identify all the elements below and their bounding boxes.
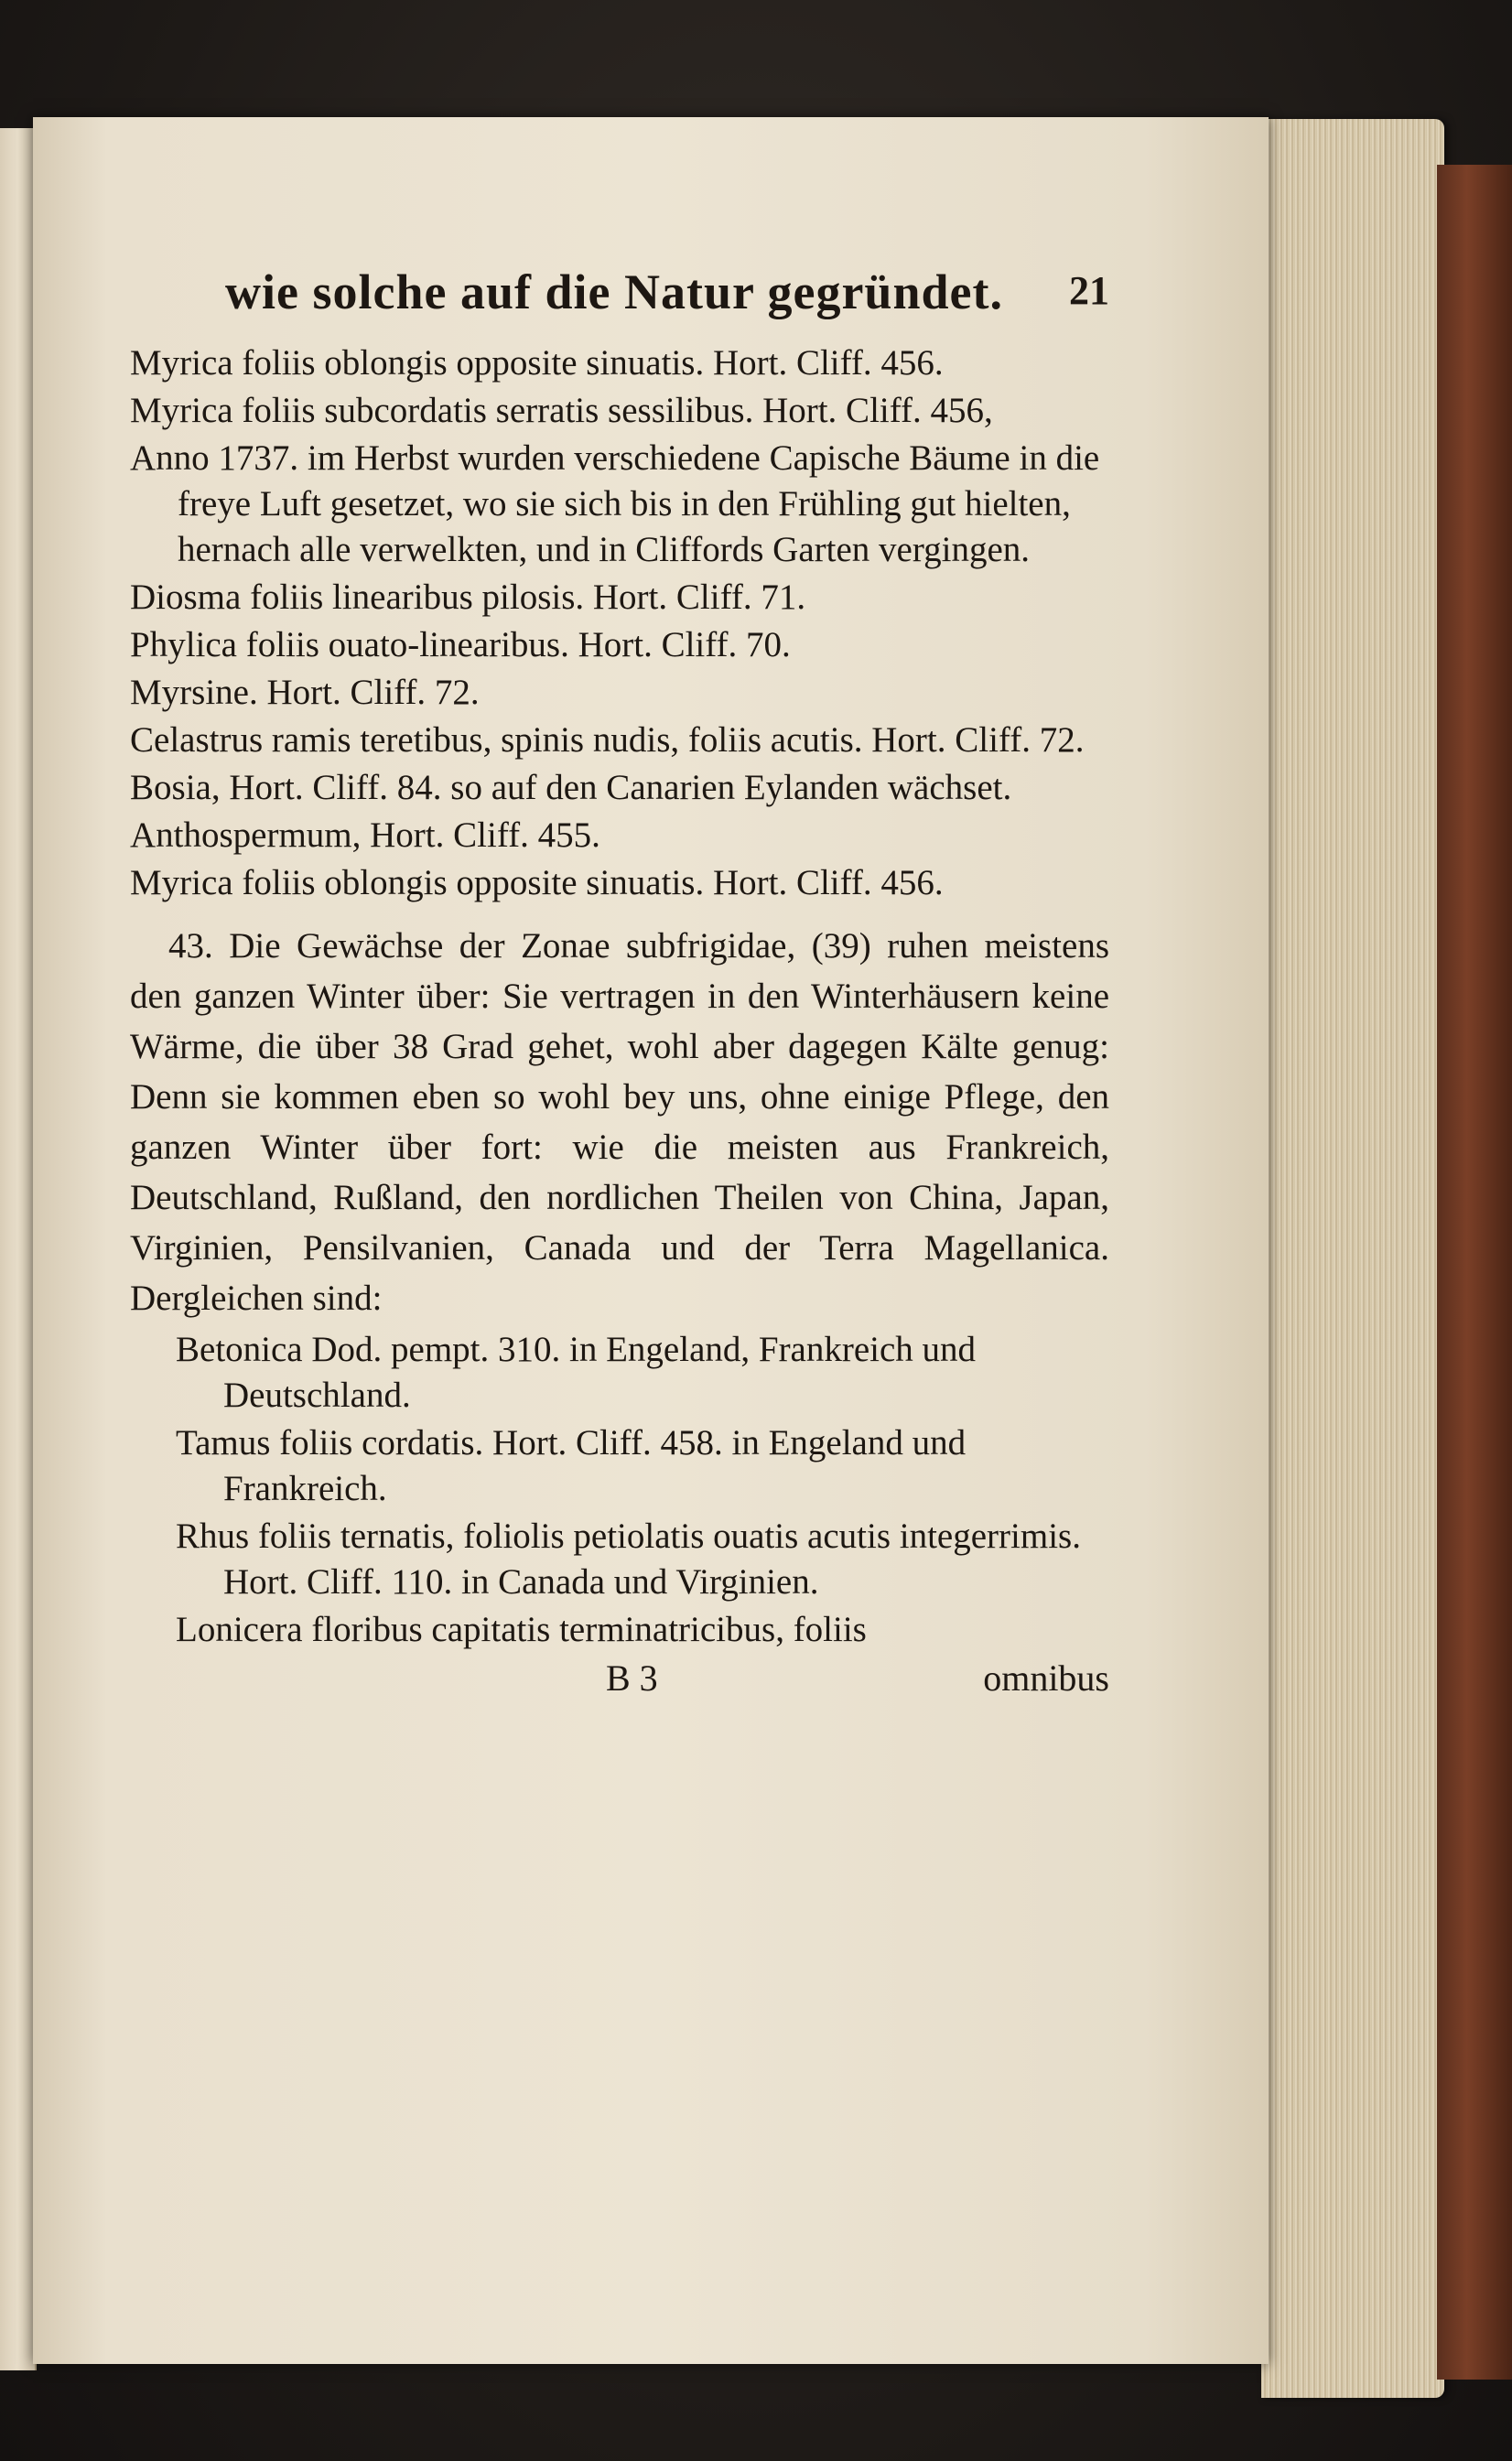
page-text xyxy=(130,264,1109,1711)
left-page-edge xyxy=(0,128,37,2370)
catchword: omnibus xyxy=(983,1657,1109,1699)
list-item: Myrsine. Hort. Cliff. 72. xyxy=(130,673,480,712)
list-item: Phylica foliis ouato-linearibus. Hort. Cliff. 70. xyxy=(130,625,791,664)
leather-binding xyxy=(1437,165,1512,2380)
list-item: Celastrus ramis teretibus, spinis nudis, foliis acutis. Hort. Cliff. 72. xyxy=(130,720,1085,760)
body-paragraph: 43. Die Gewächse der Zonae subfrigidae, (39) ruhen meistens den ganzen Winter über: Sie vertragen in den Winterhäusern keine Wärme, die über 38 Grad gehet, wohl aber dagegen Kälte genug: Denn sie kommen eben so wohl bey uns, ohne einige Pflege, den ganzen Winter über fort: wie die meisten aus Frankreich, Deutschland, Rußland, den nordlichen Theilen von China, Japan, Virginien, Pensilvanien, Canada und der Terra Magellanica. Dergleichen sind: xyxy=(130,926,1109,1318)
list-item: Myrica foliis oblongis opposite sinuatis. Hort. Cliff. 456. xyxy=(130,863,944,902)
signature-mark: B 3 xyxy=(606,1657,658,1699)
list-item: Anthospermum, Hort. Cliff. 455. xyxy=(130,815,600,855)
list-item: Lonicera floribus capitatis terminatricibus, foliis xyxy=(176,1610,867,1649)
book-page xyxy=(33,117,1269,2364)
page-block-edges xyxy=(1261,119,1444,2398)
list-item: Anno 1737. im Herbst wurden verschiedene Capische Bäume in die freye Luft gesetzet, wo sie sich bis in den Frühling gut hielten, hernach alle verwelkten, und in Cliffords Garten vergingen. xyxy=(130,438,1100,569)
page-footer xyxy=(130,1657,1109,1711)
page-header xyxy=(130,264,1109,337)
page-number: 21 xyxy=(1069,268,1109,313)
list-item: Tamus foliis cordatis. Hort. Cliff. 458. in Engeland und Frankreich. xyxy=(176,1423,967,1508)
list-item: Bosia, Hort. Cliff. 84. so auf den Canarien Eylanden wächset. xyxy=(130,768,1012,807)
list-item: Myrica foliis oblongis opposite sinuatis. Hort. Cliff. 456. xyxy=(130,343,944,383)
list-item: Myrica foliis subcordatis serratis sessilibus. Hort. Cliff. 456, xyxy=(130,391,993,430)
running-head: wie solche auf die Natur gegründet. xyxy=(225,264,1003,319)
list-item: Rhus foliis ternatis, foliolis petiolatis ouatis acutis integerrimis. Hort. Cliff. 110. in Canada und Virginien. xyxy=(176,1517,1081,1602)
list-item: Betonica Dod. pempt. 310. in Engeland, Frankreich und Deutschland. xyxy=(176,1330,977,1415)
list-item: Diosma foliis linearibus pilosis. Hort. Cliff. 71. xyxy=(130,577,806,617)
